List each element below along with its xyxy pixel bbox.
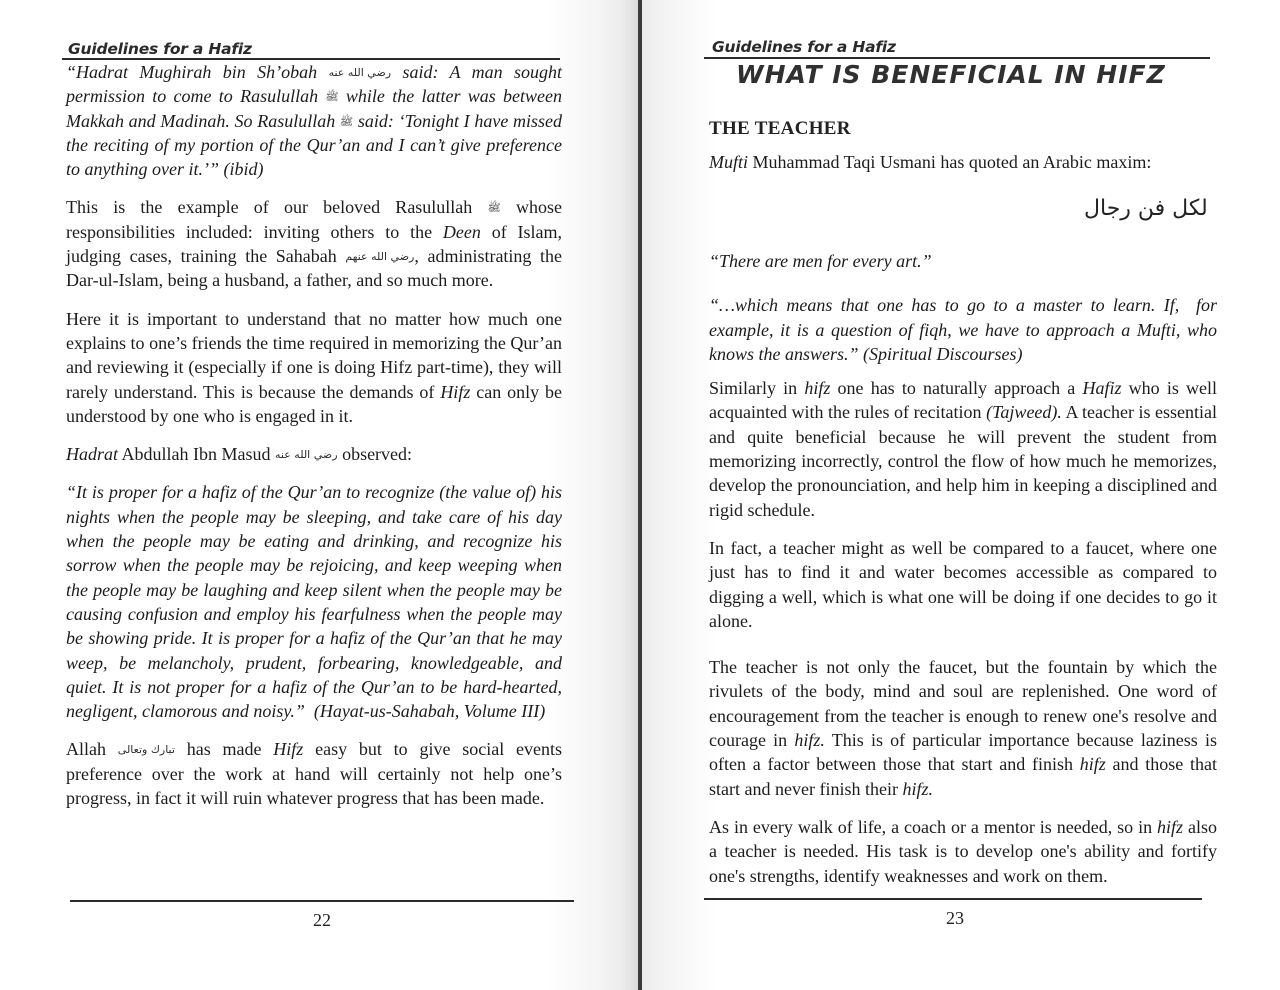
honorific-glyph-icon: ﷺ [325,90,339,103]
honorific-glyph-icon: ﷺ [487,201,501,215]
text-run: also a teacher is needed. His task is to develop one's ability and fortify one's strengths, identify weaknesses and work on them. [709,816,1217,886]
text-run: As in every walk of life, a coach or a mentor is needed, so in [709,816,1158,837]
italic-text: hifz [1079,754,1106,775]
text-run: whose responsibilities included: inviting others to the [66,197,562,242]
running-head-left: Guidelines for a Hafiz [68,40,252,58]
text-run: A teacher is essential and quite beneficial because he will prevent the student from memorizing incorrectly, control the flow of how much he memorizes, develop the pronounciation, and help him in keeping a disciplined and rigid schedule. [709,402,1217,520]
text-run: , administrating the Dar-ul-Islam, being a husband, a father, and so much more. [66,246,563,291]
paragraph-similarly-in-hifz [709,376,1217,522]
italic-text: Mufti [709,152,748,172]
text-run: Similarly in [709,378,805,399]
italic-text: hifz [1157,816,1184,837]
text-run: Allah [66,739,118,760]
paragraph-hafiz-quote [66,480,562,723]
text-run: This is of particular importance because laziness is often a factor between those that start and finish [709,730,1217,775]
paragraph-men-for-every-art [709,249,1217,273]
footer-rule-right [704,898,1202,900]
italic-text: (Tajweed). [986,402,1062,423]
footer-rule-left [70,900,574,902]
paragraph-allah-made-hifz-easy [66,737,562,810]
honorific-glyph-icon: رضي الله عنه [328,66,392,79]
italic-text: Deen [442,221,481,242]
honorific-glyph-icon: تبارك وتعالى [117,743,175,757]
paragraph-important-to-understand [66,307,562,428]
italic-text: “It is proper for a hafiz of the Qur’an to recognize (the value of) his nights when the people may be sleeping, and take care of his day when the people may be eating and drinking, and recognize his sorrow when the people may be rejoicing, and keep weeping when the people may be laughing and keep silent when the people may be causing confusion and employ his fearfulness when the people may be showing pride. It is proper for a hafiz of the Qur’an that he may weep, be melancholy, prudent, forbearing, knowledgeable, and quiet. It is not proper for a hafiz of the Qur’an to be hard-hearted, negligent, clamorous and noisy.” (Hayat-us-Sahabah, Volume III) [66,482,562,722]
italic-text: hifz. [794,730,825,751]
paragraph-mughirah-quote [66,60,562,181]
text-run: one has to naturally approach a [830,378,1083,399]
italic-text: hifz. [902,778,933,799]
text-run: Here it is important to understand that no matter how much one explains to one’s friends the time required in memorizing the Qur’an and reviewing it (especially if one is doing Hifz part-time), they will rarely understand. This is because the demands of [66,308,562,402]
text-run: of Islam, judging cases, training the Sahabah [66,221,562,267]
paragraph-rasulullah-example [66,195,562,292]
italic-text: said: ‘Tonight I have missed the reciting of my portion of the Qur’an and I can’t give preference to anything over it.’” (ibid) [66,110,562,180]
text-run: easy but to give social events preference over the work at hand will certainly not help one’s progress, in fact it will ruin whatever progress that has been made. [66,739,562,809]
italic-text: “…which means that one has to go to a master to learn. If, for example, it is a question of fiqh, we have to approach a Mufti, who knows the answers.” (Spiritual Discourses) [709,295,1217,364]
page-number-left: 22 [313,910,331,930]
paragraph-master-to-learn [709,293,1217,366]
italic-text: Hadrat [66,444,119,465]
right-page-body [709,249,1217,902]
header-rule-right [704,57,1210,59]
text-run: can only be understood by one who is engaged in it. [66,381,563,426]
italic-text: hifz [804,378,831,399]
gutter-shadow [620,0,638,990]
text-run: observed: [337,444,413,465]
italic-text: Hafiz [1082,378,1122,399]
text-run: has made [174,739,274,760]
honorific-glyph-icon: رضي الله عنهم [345,250,415,263]
paragraph-coach-mentor [709,815,1217,888]
left-page-body [66,60,562,824]
paragraph-faucet [709,536,1217,633]
italic-text: while the latter was between Makkah and Madinah. So Rasulullah [66,86,562,131]
text-run: and those that start and never finish their [709,754,1217,799]
running-head-right: Guidelines for a Hafiz [712,38,896,56]
intro-line [709,150,1209,188]
text-run: This is the example of our beloved Rasulullah [66,197,488,218]
section-heading-teacher: THE TEACHER [709,118,851,139]
honorific-glyph-icon: رضي الله عنه [275,448,338,461]
paragraph-fountain [709,655,1217,801]
page-number-right: 23 [946,908,964,928]
paragraph-abdullah-ibn-masud [66,442,562,466]
text-run: Muhammad Taqi Usmani has quoted an Arabic maxim: [748,152,1152,172]
right-page [642,0,1280,990]
text-run: The teacher is not only the faucet, but the fountain by which the rivulets of the body, mind and soul are replenished. One word of encouragement from the teacher is enough to renew one's resolve and courage in [709,657,1217,751]
text-run: who is well acquainted with the rules of recitation [709,378,1217,423]
honorific-glyph-icon: ﷺ [339,114,354,128]
italic-text: said: A man sought permission to come to Rasulullah [66,62,562,107]
italic-text: Hifz [273,739,304,760]
text-run: In fact, a teacher might as well be compared to a faucet, where one just has to find it and water becomes accessible as compared to digging a well, which is what one will be doing if one decides to go it alone. [709,537,1217,631]
italic-text: “Hadrat Mughirah bin Sh’obah [66,62,329,82]
arabic-maxim: لكل فن رجال [1084,196,1208,221]
italic-text: “There are men for every art.” [709,251,932,271]
text-run: Abdullah Ibn Masud [118,444,276,465]
italic-text: Hifz [440,381,471,402]
chapter-title: WHAT IS BENEFICIAL IN HIFZ [736,60,1166,89]
paragraph-mufti-maxim [709,150,1209,174]
left-page [0,0,638,990]
